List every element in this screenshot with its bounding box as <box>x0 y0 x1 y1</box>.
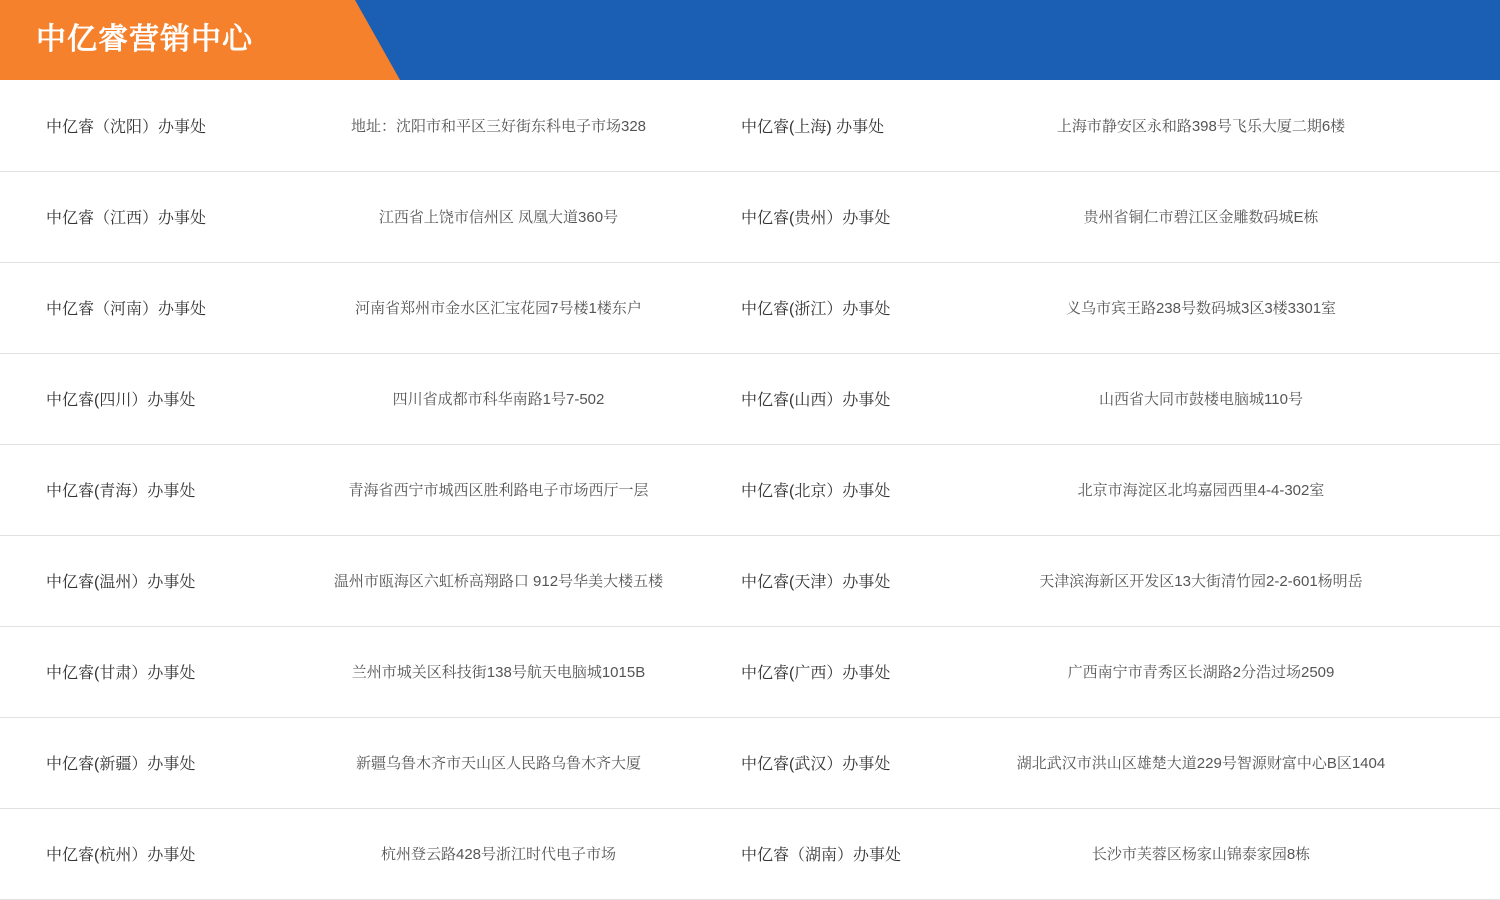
office-name-right: 中亿睿(山西）办事处 <box>741 353 951 444</box>
row-left-padding <box>0 535 46 626</box>
row-right-padding <box>1451 535 1500 626</box>
table-row <box>0 171 1500 262</box>
row-right-padding <box>1451 444 1500 535</box>
office-name-right: 中亿睿（湖南）办事处 <box>741 808 951 899</box>
office-address-left: 河南省郑州市金水区汇宝花园7号楼1楼东户 <box>256 262 741 353</box>
row-left-padding <box>0 353 46 444</box>
office-name-left: 中亿睿(温州）办事处 <box>46 535 256 626</box>
office-address-left: 温州市瓯海区六虹桥高翔路口 912号华美大楼五楼 <box>256 535 741 626</box>
office-name-right: 中亿睿(武汉）办事处 <box>741 717 951 808</box>
row-left-padding <box>0 171 46 262</box>
table-row <box>0 626 1500 717</box>
table-row <box>0 444 1500 535</box>
office-name-left: 中亿睿（河南）办事处 <box>46 262 256 353</box>
row-left-padding <box>0 80 46 171</box>
office-address-right: 广西南宁市青秀区长湖路2分浩过场2509 <box>951 626 1451 717</box>
office-address-left: 杭州登云路428号浙江时代电子市场 <box>256 808 741 899</box>
office-address-left: 江西省上饶市信州区 凤凰大道360号 <box>256 171 741 262</box>
office-name-right: 中亿睿(广西）办事处 <box>741 626 951 717</box>
office-name-left: 中亿睿(杭州）办事处 <box>46 808 256 899</box>
office-name-left: 中亿睿(四川）办事处 <box>46 353 256 444</box>
office-name-right: 中亿睿(浙江）办事处 <box>741 262 951 353</box>
office-address-left: 新疆乌鲁木齐市天山区人民路乌鲁木齐大厦 <box>256 717 741 808</box>
table-row <box>0 717 1500 808</box>
row-left-padding <box>0 717 46 808</box>
office-name-right: 中亿睿(北京）办事处 <box>741 444 951 535</box>
office-name-left: 中亿睿(新疆）办事处 <box>46 717 256 808</box>
office-address-left: 兰州市城关区科技街138号航天电脑城1015B <box>256 626 741 717</box>
office-name-right: 中亿睿(天津）办事处 <box>741 535 951 626</box>
row-right-padding <box>1451 808 1500 899</box>
row-right-padding <box>1451 626 1500 717</box>
office-name-left: 中亿睿（江西）办事处 <box>46 171 256 262</box>
row-right-padding <box>1451 80 1500 171</box>
table-row <box>0 808 1500 899</box>
office-address-right: 北京市海淀区北坞嘉园西里4-4-302室 <box>951 444 1451 535</box>
office-name-left: 中亿睿(甘肃）办事处 <box>46 626 256 717</box>
row-left-padding <box>0 444 46 535</box>
table-row <box>0 80 1500 171</box>
page-header <box>0 0 1500 80</box>
office-address-right: 义乌市宾王路238号数码城3区3楼3301室 <box>951 262 1451 353</box>
office-name-left: 中亿睿（沈阳）办事处 <box>46 80 256 171</box>
row-right-padding <box>1451 353 1500 444</box>
office-address-right: 湖北武汉市洪山区雄楚大道229号智源财富中心B区1404 <box>951 717 1451 808</box>
row-left-padding <box>0 808 46 899</box>
office-address-right: 天津滨海新区开发区13大街清竹园2-2-601杨明岳 <box>951 535 1451 626</box>
office-name-right: 中亿睿(贵州）办事处 <box>741 171 951 262</box>
table-row <box>0 262 1500 353</box>
office-address-right: 贵州省铜仁市碧江区金雕数码城E栋 <box>951 171 1451 262</box>
office-address-left: 青海省西宁市城西区胜利路电子市场西厅一层 <box>256 444 741 535</box>
table-row <box>0 353 1500 444</box>
row-right-padding <box>1451 262 1500 353</box>
offices-table-body <box>0 80 1500 899</box>
row-left-padding <box>0 262 46 353</box>
row-right-padding <box>1451 717 1500 808</box>
row-left-padding <box>0 626 46 717</box>
row-right-padding <box>1451 171 1500 262</box>
table-row <box>0 535 1500 626</box>
office-address-right: 山西省大同市鼓楼电脑城110号 <box>951 353 1451 444</box>
page-title: 中亿睿营销中心 <box>36 23 253 56</box>
office-address-right: 长沙市芙蓉区杨家山锦泰家园8栋 <box>951 808 1451 899</box>
office-address-left: 四川省成都市科华南路1号7-502 <box>256 353 741 444</box>
office-name-left: 中亿睿(青海）办事处 <box>46 444 256 535</box>
office-name-right: 中亿睿(上海) 办事处 <box>741 80 951 171</box>
office-address-left: 地址：沈阳市和平区三好街东科电子市场328 <box>256 80 741 171</box>
office-address-right: 上海市静安区永和路398号飞乐大厦二期6楼 <box>951 80 1451 171</box>
offices-table <box>0 80 1500 900</box>
